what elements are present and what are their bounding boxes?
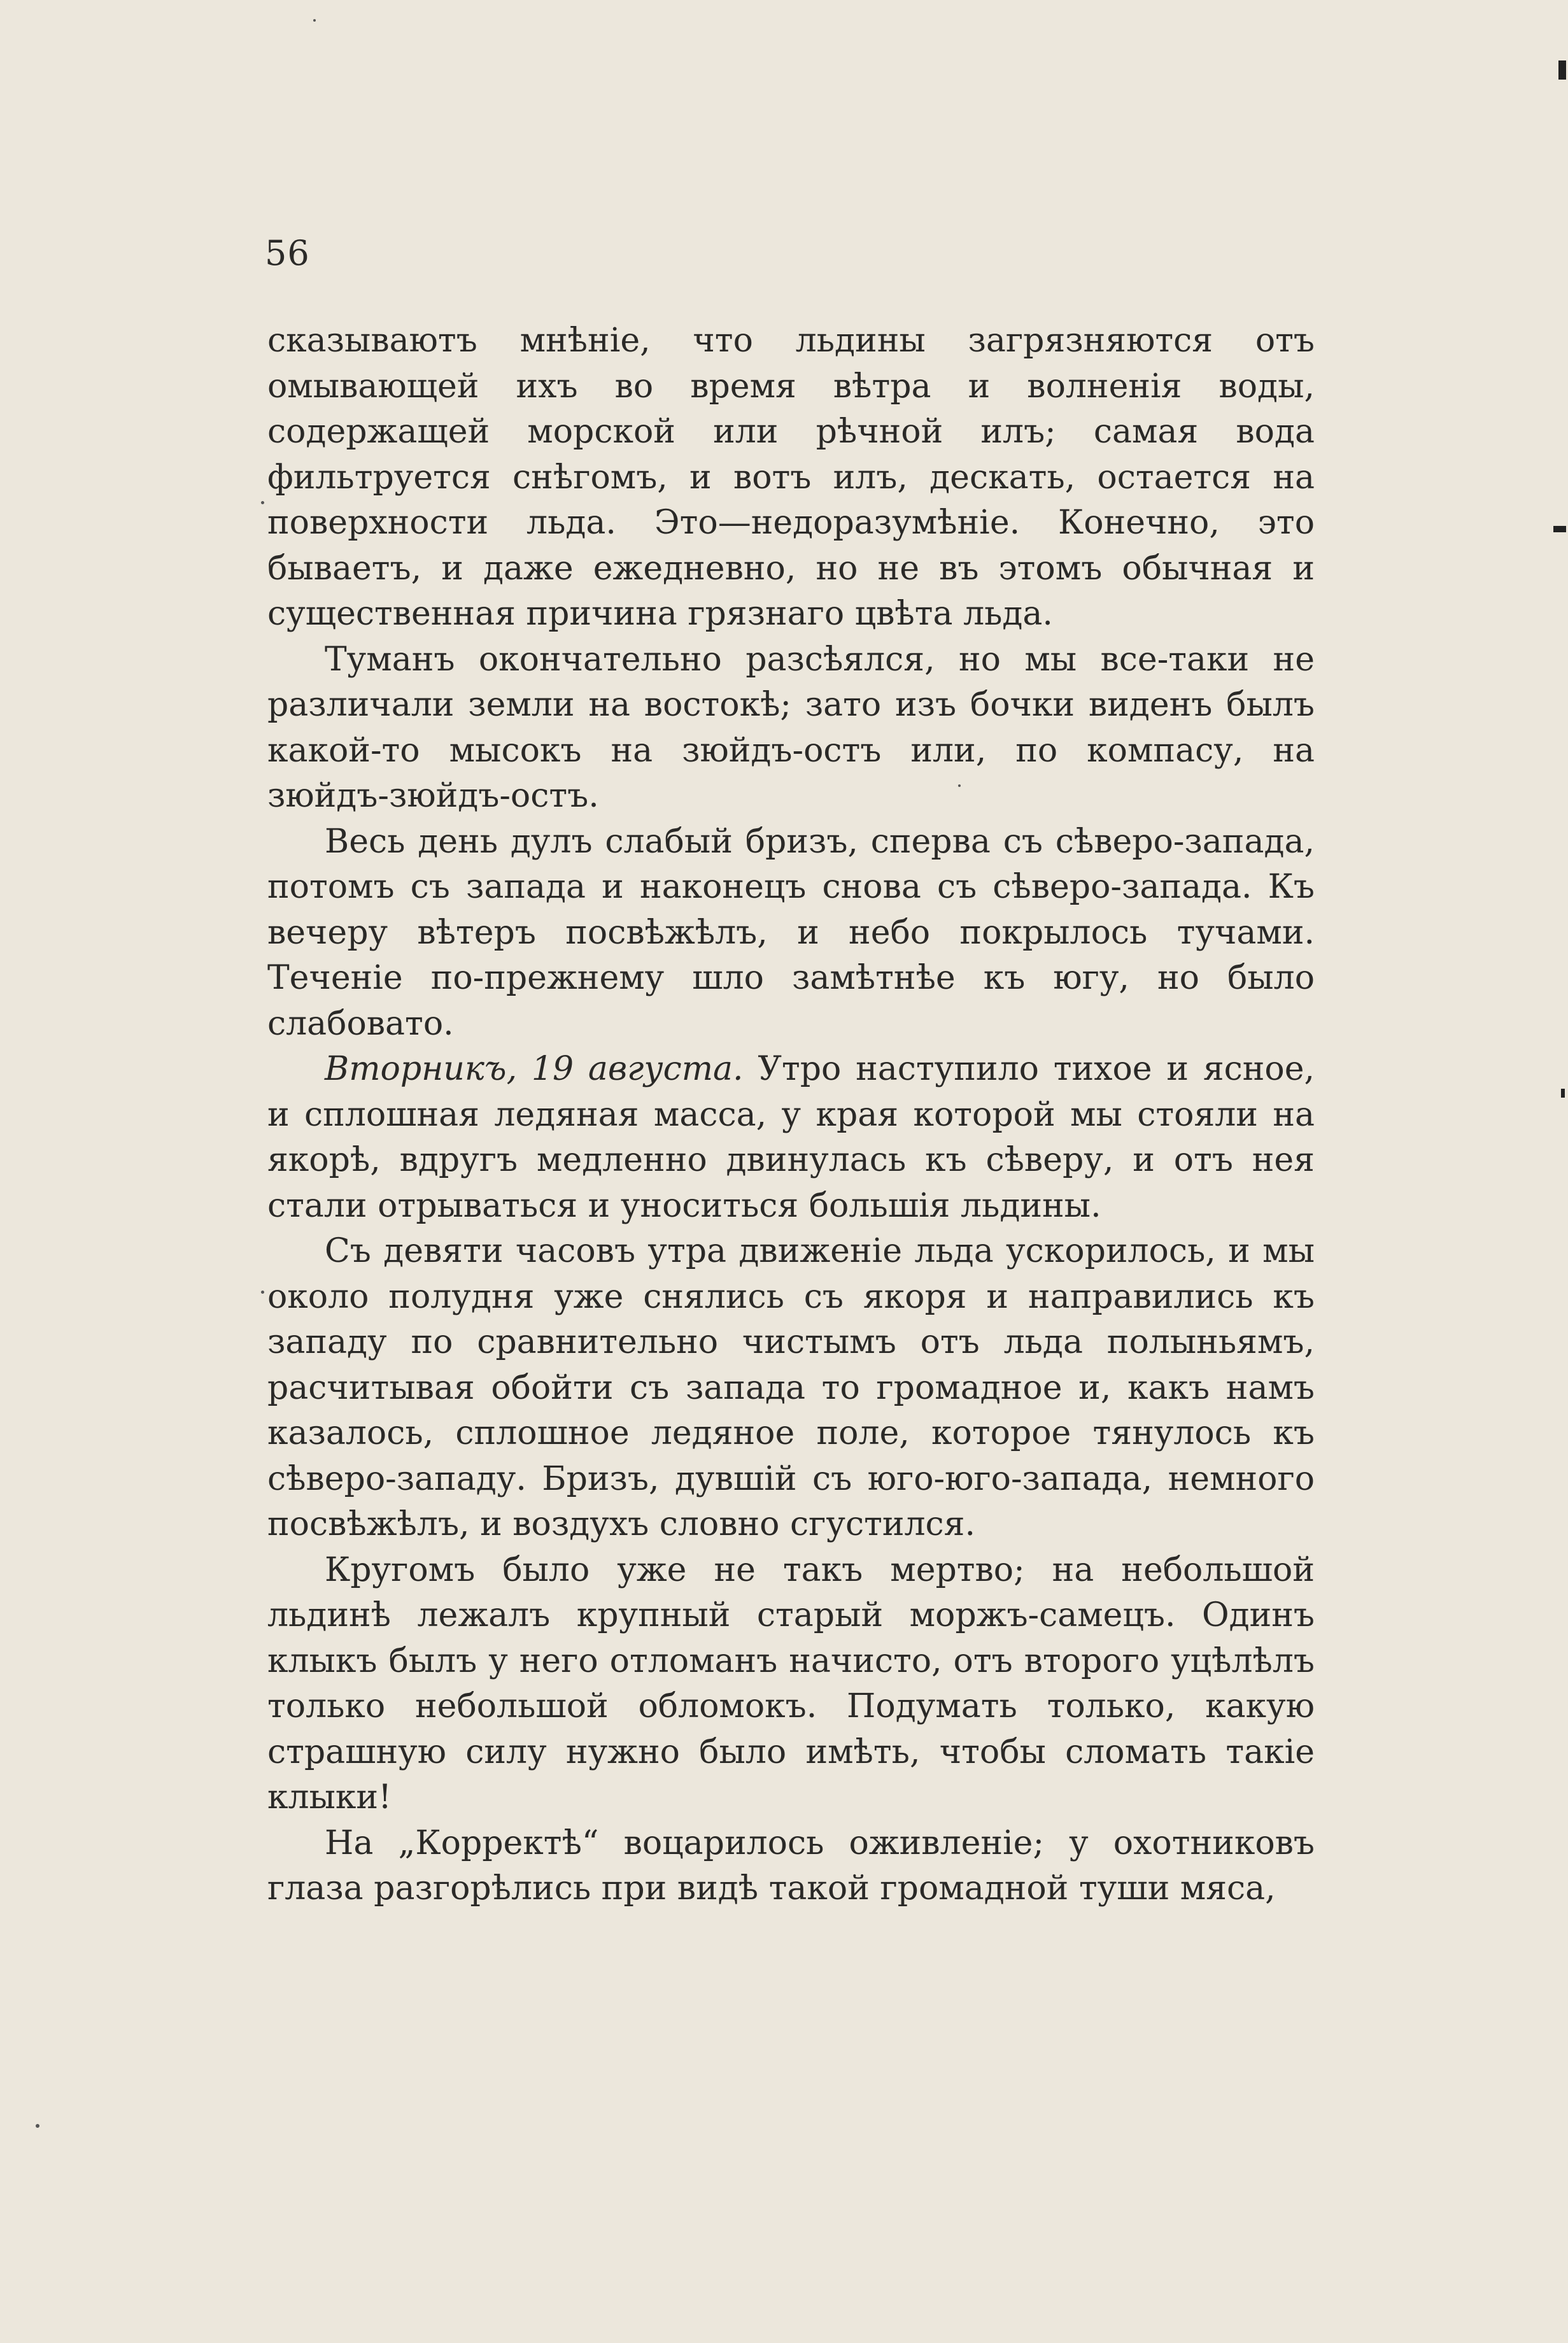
paragraph-3: Весь день дулъ слабый бризъ, сперва съ сѣверо-запада, потомъ съ запада и наконецъ снова съ сѣверо-запада. Къ вечеру вѣтеръ посвѣжѣлъ, и небо покрылось тучами. Теченіе по-прежнему шло замѣтнѣе къ югу, но было слабовато. xyxy=(267,822,1315,1043)
paragraph-2: Туманъ окончательно разсѣялся, но мы все-таки не различали земли на востокѣ; зато изъ бочки виденъ былъ какой-то мысокъ на зюйдъ-остъ или, по компасу, на зюйдъ-зюйдъ-остъ. xyxy=(267,640,1315,815)
paragraph-6: Кругомъ было уже не такъ мертво; на небольшой льдинѣ лежалъ крупный старый моржъ-самецъ. Одинъ клыкъ былъ у него отломанъ начисто, отъ второго уцѣлѣлъ только небольшой обломокъ. Подумать только, какую страшную силу нужно было имѣть, чтобы сломать такіе клыки! xyxy=(267,1550,1315,1816)
paragraph-4-text: Утро наступило тихое и ясное, и сплошная ледяная масса, у края которой мы стояли на якорѣ, вдругъ медленно двинулась къ сѣверу, и отъ нея стали отрываться и уноситься большія льдины. xyxy=(267,1050,1315,1225)
scan-edge-mark xyxy=(1558,60,1566,80)
scan-edge-mark xyxy=(1561,1089,1565,1098)
scan-speck xyxy=(36,2124,39,2128)
diary-date: Вторникъ, 19 августа. xyxy=(325,1050,744,1088)
paragraph-4 xyxy=(267,1047,1315,1229)
scan-speck xyxy=(958,784,961,787)
scan-speck xyxy=(313,19,316,22)
scan-speck xyxy=(261,501,264,504)
body-text xyxy=(267,318,1315,1912)
scan-speck xyxy=(261,1291,264,1294)
page-number: 56 xyxy=(265,233,310,273)
paragraph-5: Съ девяти часовъ утра движеніе льда ускорилось, и мы около полудня уже снялись съ якоря и направились къ западу по сравнительно чистымъ отъ льда полыньямъ, расчитывая обойти съ запада то громадное и, какъ намъ казалось, сплошное ледяное поле, которое тянулось къ сѣверо-западу. Бризъ, дувшій съ юго-юго-запада, немного посвѣжѣлъ, и воздухъ словно сгустился. xyxy=(267,1232,1315,1543)
scan-edge-mark xyxy=(1553,526,1566,532)
paragraph-7: На „Корректѣ“ воцарилось оживленіе; у охотниковъ глаза разгорѣлись при видѣ такой громадной туши мяса, xyxy=(267,1823,1315,1908)
paragraph-1: сказываютъ мнѣніе, что льдины загрязняются отъ омывающей ихъ во время вѣтра и волненія воды, содержащей морской или рѣчной илъ; самая вода фильтруется снѣгомъ, и вотъ илъ, дескать, остается на поверхности льда. Это—недоразумѣніе. Конечно, это бываетъ, и даже ежедневно, но не въ этомъ обычная и существенная причина грязнаго цвѣта льда. xyxy=(267,322,1315,633)
